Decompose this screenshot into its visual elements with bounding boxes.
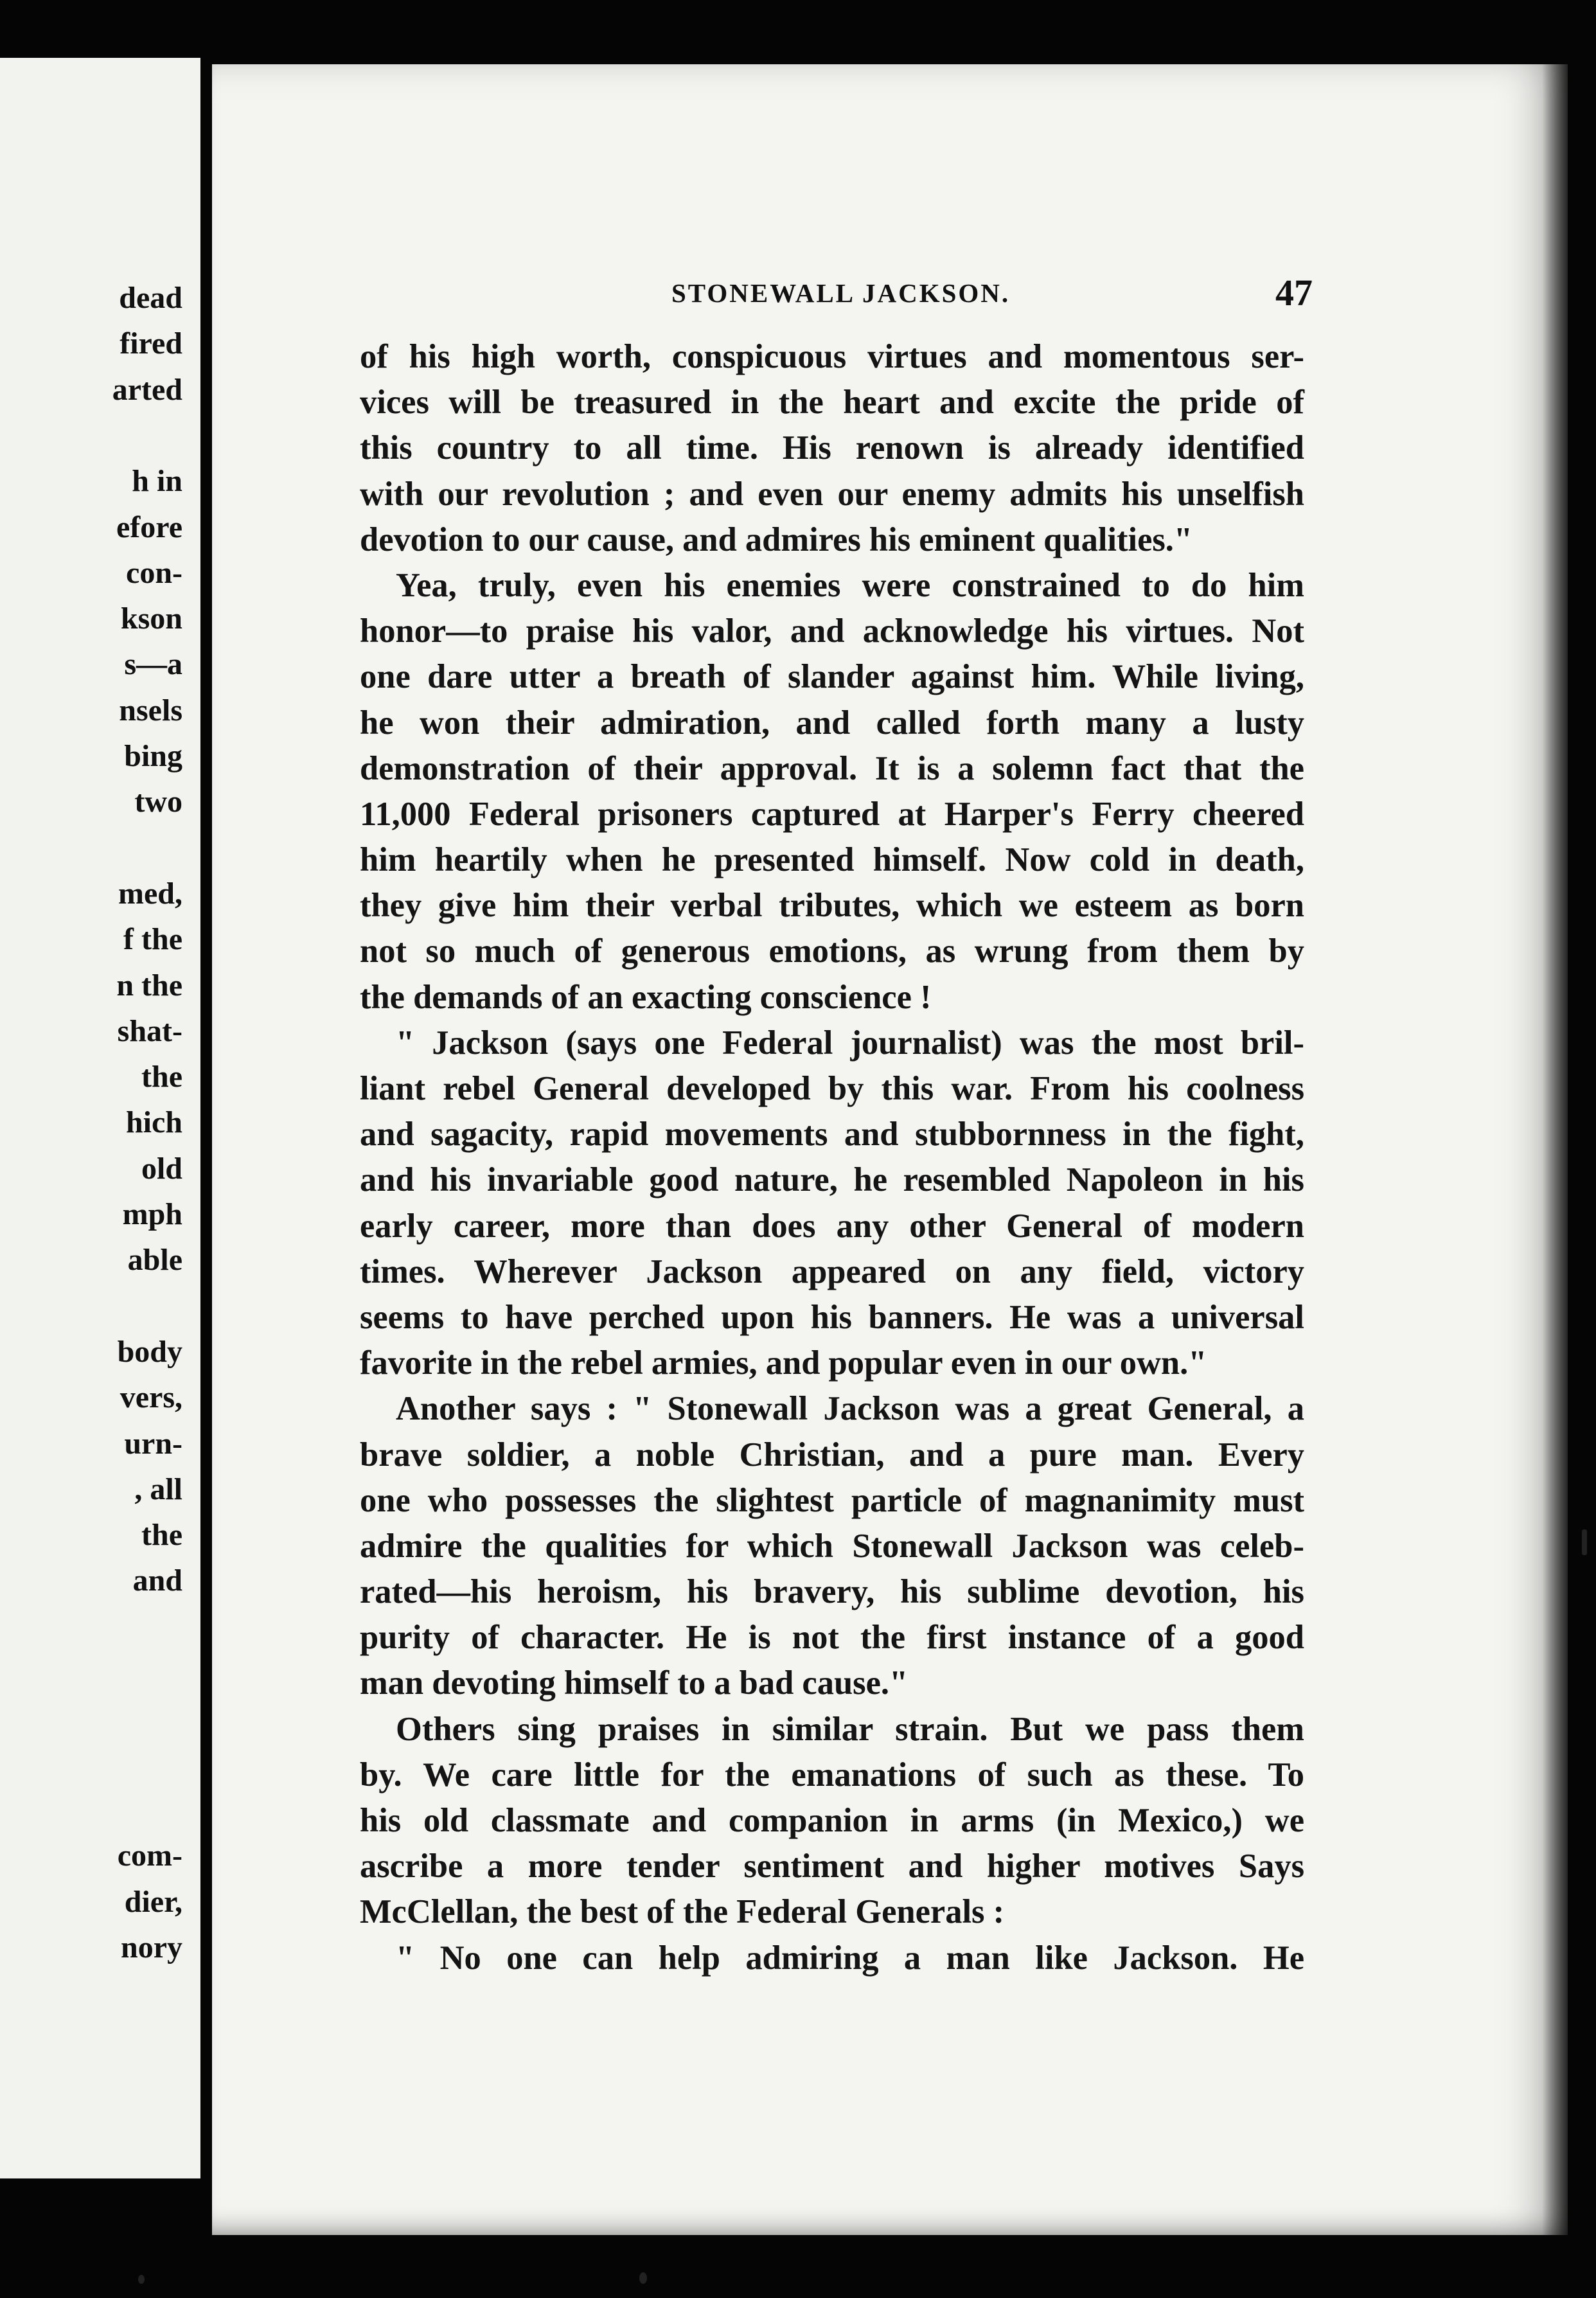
text-line: Yea, truly, even his enemies were constrained to do him bbox=[396, 566, 1304, 604]
left-page-fragment: vers, bbox=[120, 1380, 182, 1415]
left-page-fragment: s—a bbox=[124, 647, 182, 682]
left-page-fragment: fired bbox=[120, 326, 182, 361]
left-page-fragment: h in bbox=[132, 464, 182, 499]
text-line: purity of character. He is not the first instance of a good bbox=[360, 1619, 1304, 1657]
body-text bbox=[360, 334, 1304, 1981]
left-page-fragment: com- bbox=[117, 1839, 182, 1873]
left-page-fragment: dead bbox=[119, 281, 182, 315]
left-page-fragment: arted bbox=[112, 372, 182, 407]
text-line: his old classmate and companion in arms (in Mexico,) we bbox=[360, 1802, 1304, 1839]
left-page-fragment: and bbox=[132, 1563, 182, 1598]
left-facing-page bbox=[0, 58, 200, 2178]
left-page-fragment: two bbox=[134, 785, 182, 819]
text-line: honor—to praise his valor, and acknowledge his virtues. Not bbox=[360, 612, 1304, 650]
left-page-fragment: old bbox=[141, 1151, 182, 1186]
left-page-fragment: dier, bbox=[124, 1884, 182, 1919]
text-line: liant rebel General developed by this war. From his coolness bbox=[360, 1070, 1304, 1107]
left-page-fragment: med, bbox=[118, 876, 182, 911]
page-number: 47 bbox=[1275, 272, 1313, 314]
text-line: " No one can help admiring a man like Jackson. He bbox=[396, 1939, 1304, 1977]
text-line: favorite in the rebel armies, and popular even in our own." bbox=[360, 1344, 1207, 1382]
text-line: one dare utter a breath of slander against him. While living, bbox=[360, 658, 1304, 696]
text-line: brave soldier, a noble Christian, and a pure man. Every bbox=[360, 1436, 1304, 1474]
running-head: STONEWALL JACKSON. bbox=[671, 278, 1011, 308]
left-page-fragment: kson bbox=[120, 601, 182, 636]
text-line: McClellan, the best of the Federal Generals : bbox=[360, 1893, 1005, 1931]
text-line: by. We care little for the emanations of such as these. To bbox=[360, 1756, 1304, 1794]
text-line: admire the qualities for which Stonewall Jackson was celeb- bbox=[360, 1527, 1304, 1565]
left-page-fragment: con- bbox=[126, 555, 182, 590]
text-line: they give him their verbal tributes, which we esteem as born bbox=[360, 887, 1304, 925]
left-page-fragment: mph bbox=[122, 1197, 182, 1231]
text-line: him heartily when he presented himself. Now cold in death, bbox=[360, 841, 1304, 879]
text-line: not so much of generous emotions, as wrung from them by bbox=[360, 932, 1304, 970]
text-line: 11,000 Federal prisoners captured at Harper's Ferry cheered bbox=[360, 795, 1304, 833]
text-line: and sagacity, rapid movements and stubbornness in the fight, bbox=[360, 1116, 1304, 1153]
left-page-fragment: the bbox=[141, 1518, 182, 1553]
text-line: seems to have perched upon his banners. He was a universal bbox=[360, 1298, 1304, 1336]
left-page-fragment: the bbox=[141, 1060, 182, 1094]
left-page-fragment: hich bbox=[125, 1105, 182, 1140]
left-page-fragment: urn- bbox=[124, 1426, 182, 1461]
left-page-fragment: , all bbox=[134, 1472, 182, 1506]
text-line: demonstration of their approval. It is a solemn fact that the bbox=[360, 749, 1304, 787]
text-line: man devoting himself to a bad cause." bbox=[360, 1664, 909, 1702]
text-line: he won their admiration, and called forth many a lusty bbox=[360, 704, 1304, 742]
text-line: and his invariable good nature, he resembled Napoleon in his bbox=[360, 1161, 1304, 1199]
ink-speck bbox=[639, 2272, 647, 2284]
text-line: Others sing praises in similar strain. But we pass them bbox=[396, 1710, 1304, 1748]
text-line: vices will be treasured in the heart and excite the pride of bbox=[360, 384, 1304, 422]
left-page-fragment: bing bbox=[124, 739, 182, 773]
left-page-fragment: nory bbox=[121, 1930, 182, 1964]
left-page-fragment: shat- bbox=[117, 1013, 182, 1048]
text-line: rated—his heroism, his bravery, his sublime devotion, his bbox=[360, 1573, 1304, 1611]
text-line: ascribe a more tender sentiment and higher motives Says bbox=[360, 1848, 1304, 1885]
left-page-fragment: able bbox=[127, 1243, 182, 1278]
left-page-fragment: body bbox=[117, 1334, 182, 1369]
ink-speck bbox=[1582, 1529, 1587, 1555]
text-line: early career, more than does any other General of modern bbox=[360, 1207, 1304, 1245]
page-edge-shadow bbox=[1542, 64, 1568, 2235]
text-line: " Jackson (says one Federal journalist) was the most bril- bbox=[396, 1024, 1304, 1062]
left-page-fragment: efore bbox=[116, 510, 182, 544]
text-line: devotion to our cause, and admires his eminent qualities." bbox=[360, 521, 1193, 558]
text-line: with our revolution ; and even our enemy admits his unselfish bbox=[360, 475, 1304, 513]
left-page-fragment: n the bbox=[116, 968, 182, 1002]
text-line: one who possesses the slightest particle of magnanimity must bbox=[360, 1481, 1304, 1519]
text-line: Another says : " Stonewall Jackson was a great General, a bbox=[396, 1390, 1304, 1428]
left-page-fragment: nsels bbox=[119, 693, 182, 727]
right-page bbox=[212, 64, 1568, 2235]
text-line: of his high worth, conspicuous virtues and momentous ser- bbox=[360, 338, 1304, 375]
text-line: the demands of an exacting conscience ! bbox=[360, 978, 932, 1016]
ink-speck bbox=[138, 2275, 145, 2284]
text-line: times. Wherever Jackson appeared on any field, victory bbox=[360, 1252, 1304, 1290]
left-page-fragment: f the bbox=[123, 922, 182, 957]
text-line: this country to all time. His renown is already identified bbox=[360, 429, 1304, 467]
